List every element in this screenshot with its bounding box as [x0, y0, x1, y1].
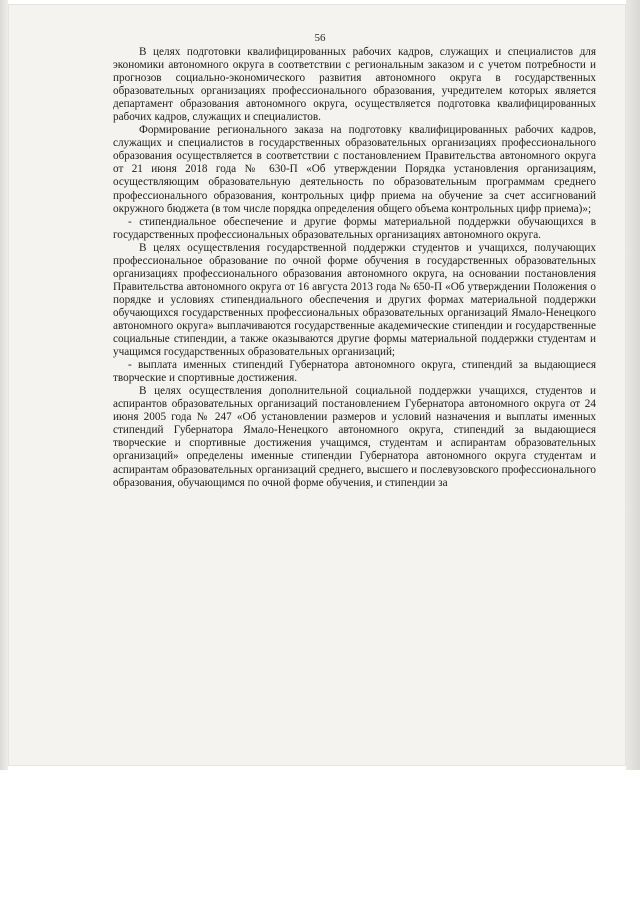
paragraph: В целях осуществления дополнительной социальной поддержки учащихся, студентов и аспирантов образовательных организаций постановлением Губернатора автономного округа от 24 июня 2005 года № 247 «Об установлении размеров и условий назначения и выплаты именных стипендий Губернатора Ямало-Ненецкого автономного округа, стипендий за выдающиеся творческие и спортивные достижения учащимся, студентам и аспирантам образовательных организаций» определены именные стипендии Губернатора автономного округа студентам и аспирантам образовательных организаций среднего, высшего и послевузовского профессионального образования, обучающимся по очной форме обучения, и стипендии за [113, 385, 596, 489]
page-number: 56 [314, 32, 326, 44]
list-item: - выплата именных стипендий Губернатора автономного округа, стипендий за выдающиеся творческие и спортивные достижения. [113, 359, 596, 385]
list-item: - стипендиальное обеспечение и другие формы материальной поддержки обучающихся в государственных профессиональных образовательных организациях автономного округа. [113, 215, 596, 241]
paragraph: В целях осуществления государственной поддержки студентов и учащихся, получающих профессиональное образование по очной форме обучения в государственных образовательных организациях профессионального образования автономного округа, на основании постановления Правительства автономного округа от 16 августа 2013 года № 650-П «Об утверждении Положения о порядке и условиях стипендиального обеспечения и других формах материальной поддержки обучающихся государственных профессиональных образовательных организаций Ямало-Ненецкого автономного округа» выплачиваются государственные академические стипендии и государственные социальные стипендии, а также оказываются другие формы материальной поддержки студентам и учащимся государственных образовательных организаций; [113, 241, 596, 359]
paragraph: Формирование регионального заказа на подготовку квалифицированных рабочих кадров, служащих и специалистов в государственных образовательных организациях профессионального образования осуществляется в соответствии с постановлением Правительства автономного округа от 21 июня 2018 года № 630-П «Об утверждении Порядка установления организациям, осуществляющим образовательную деятельность по образовательным программам среднего профессионального образования, контрольных цифр приема на обучение за счет ассигнований окружного бюджета (в том числе порядка определения общего объема контрольных цифр приема)»; [113, 124, 596, 215]
scan-edge-left [0, 0, 8, 770]
document-body [113, 46, 596, 490]
scan-edge-right [626, 0, 640, 770]
paragraph: В целях подготовки квалифицированных рабочих кадров, служащих и специалистов для экономики автономного округа в соответствии с региональным заказом и с учетом потребности и прогнозов социально-экономического развития автономного округа в государственных образовательных организациях профессионального образования, учредителем которых является департамент образования автономного округа, осуществляется подготовка квалифицированных рабочих кадров, служащих и специалистов. [113, 46, 596, 124]
